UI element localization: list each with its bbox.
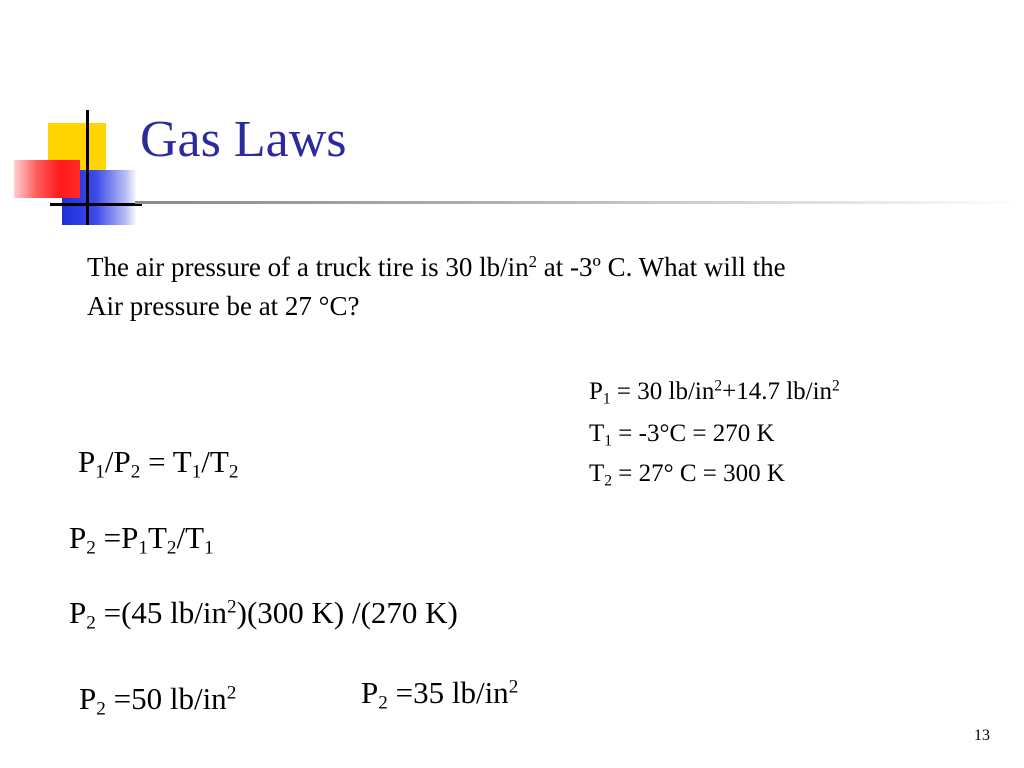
eq1-part2: = T [140,444,192,479]
slide-logo-decoration [0,100,140,230]
eq3-sub1: 2 [86,612,96,634]
problem-text-part-b: at -3º C. What will the [537,252,786,282]
given-p1-subscript: 1 [602,390,611,408]
eq2-part1: =P [95,520,139,555]
eq1-p: P [78,444,96,479]
eq1-part3: /T [201,444,229,479]
eq3-sup: 2 [227,596,237,618]
equation-solve-p2 [69,520,214,559]
eq1-sub4: 2 [228,461,239,483]
eq1-sub3: 1 [191,461,202,483]
eq1-sub1: 1 [95,461,105,483]
eq5-sub1: 2 [378,692,388,714]
eq4-sup: 2 [226,682,237,704]
eq2-t: T [147,520,167,555]
eq1-sub2: 2 [130,461,141,483]
given-p1-superscript-1: 2 [714,377,723,395]
given-t2-symbol: T [589,460,605,487]
given-p1-symbol: P [589,378,603,405]
eq2-part2: /T [176,520,205,555]
given-t1-subscript: 1 [604,432,613,450]
title-underline [135,201,1024,204]
equation-substitution [69,595,458,634]
given-t2-value: = 27° C = 300 K [612,460,785,487]
problem-superscript: 2 [528,251,537,271]
problem-line-2: Air pressure be at 27 °C? [87,291,360,321]
eq5-part1: =35 lb/in [387,675,509,710]
eq5-p: P [361,675,379,710]
slide-title: Gas Laws [140,111,347,168]
eq2-p: P [69,520,87,555]
given-t1-symbol: T [589,420,605,447]
answer-50 [79,681,237,720]
eq3-part1: =(45 lb/in [95,595,228,630]
eq4-p: P [79,681,97,716]
given-t1-value: = -3°C = 270 K [612,420,775,447]
problem-line-1 [87,251,786,282]
logo-horizontal-line [50,203,142,206]
given-p1-superscript-2: 2 [832,377,840,395]
eq2-sub1: 2 [86,537,96,559]
given-p1-value-a: = 30 lb/in [610,378,715,405]
eq1-part1: /P [104,444,131,479]
problem-text-part-a: The air pressure of a truck tire is 30 lb/in [87,252,529,282]
eq2-sub4: 1 [204,537,214,559]
given-t2-subscript: 2 [604,472,613,490]
given-t2 [589,460,785,490]
eq4-part1: =50 lb/in [105,681,227,716]
page-number: 13 [974,727,990,744]
equation-ratio [78,444,239,483]
given-p1-value-b: +14.7 lb/in [722,378,833,405]
eq3-part2: )(300 K) /(270 K) [236,595,458,630]
eq5-sup: 2 [508,676,519,698]
eq2-sub3: 2 [166,537,177,559]
logo-vertical-line [86,110,89,225]
logo-red-square [14,160,80,198]
eq3-p: P [69,595,87,630]
given-t1 [589,420,775,450]
answer-35 [361,675,519,714]
given-p1 [589,377,840,408]
eq4-sub1: 2 [96,698,106,720]
eq2-sub2: 1 [138,537,148,559]
